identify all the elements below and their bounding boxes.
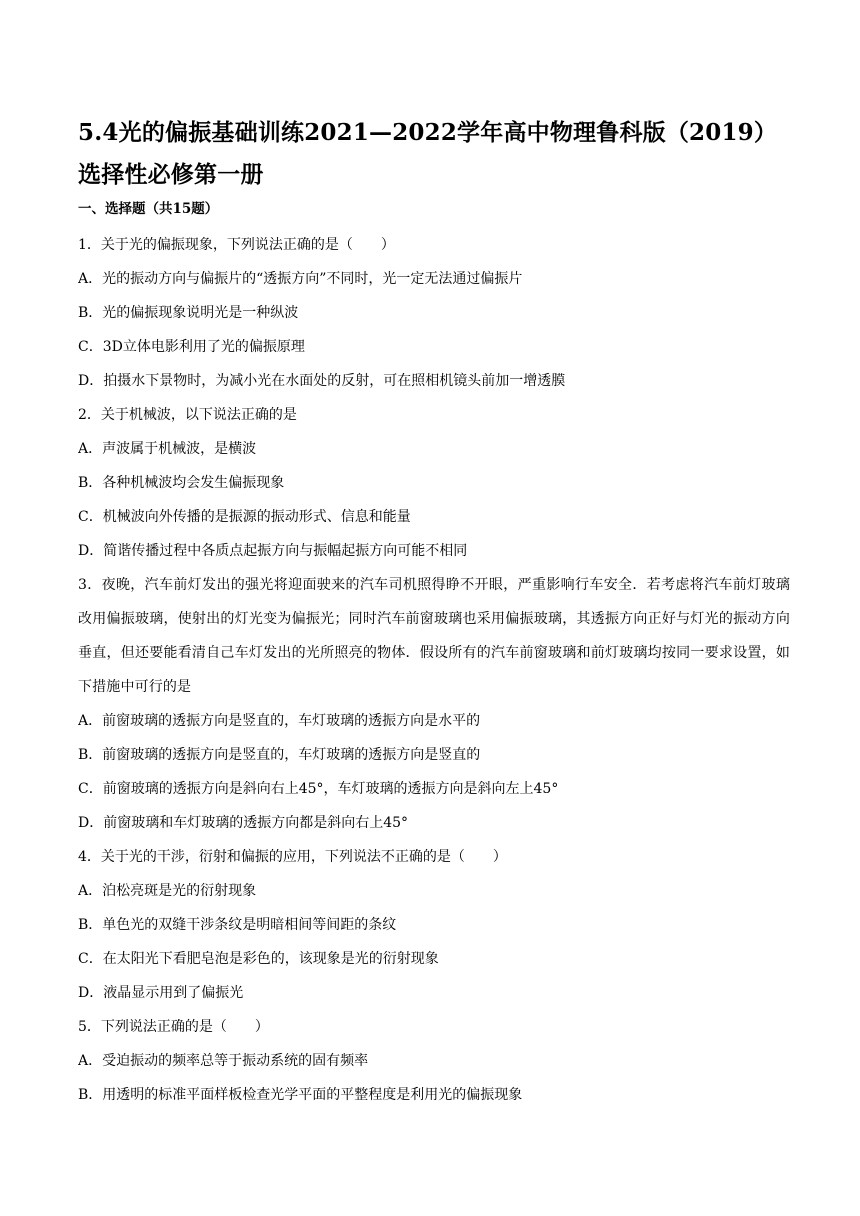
question-3-option-b: B．前窗玻璃的透振方向是竖直的，车灯玻璃的透振方向是竖直的 — [78, 747, 481, 763]
question-4-option-a: A．泊松亮斑是光的衍射现象 — [78, 883, 257, 899]
question-3-stem: 3．夜晚，汽车前灯发出的强光将迎面驶来的汽车司机照得睁不开眼，严重影响行车安全．若考虑将汽车前灯玻璃改用偏振玻璃，使射出的灯光变为偏振光；同时汽车前窗玻璃也采用偏振玻璃，其透振方向正好与灯光的振动方向垂直，但还要能看清自己车灯发出的光所照亮的物体．假设所有的汽车前窗玻璃和前灯玻璃均按同一要求设置，如下措施中可行的是 — [78, 577, 790, 695]
document-title: 5.4光的偏振基础训练2021—2022学年高中物理鲁科版（2019）选择性必修第一册 — [78, 119, 778, 188]
question-2-option-a: A．声波属于机械波，是横波 — [78, 441, 257, 457]
question-5-stem: 5．下列说法正确的是（ ） — [78, 1019, 269, 1035]
question-4-stem: 4．关于光的干涉，衍射和偏振的应用，下列说法不正确的是（ ） — [78, 849, 507, 865]
question-2-option-b: B．各种机械波均会发生偏振现象 — [78, 475, 285, 491]
question-3-option-a: A．前窗玻璃的透振方向是竖直的，车灯玻璃的透振方向是水平的 — [78, 713, 481, 729]
section-heading: 一、选择题（共15题） — [78, 201, 219, 217]
question-3-option-d: D．前窗玻璃和车灯玻璃的透振方向都是斜向右上45° — [78, 815, 409, 831]
question-4-option-d: D．液晶显示用到了偏振光 — [78, 985, 244, 1001]
question-list — [78, 228, 790, 1112]
question-2-option-d: D．简谐传播过程中各质点起振方向与振幅起振方向可能不相同 — [78, 543, 468, 559]
question-1-option-d: D．拍摄水下景物时，为减小光在水面处的反射，可在照相机镜头前加一增透膜 — [78, 373, 566, 389]
question-5-option-b: B．用透明的标准平面样板检查光学平面的平整程度是利用光的偏振现象 — [78, 1087, 523, 1103]
question-2-option-c: C．机械波向外传播的是振源的振动形式、信息和能量 — [78, 509, 411, 525]
question-2-stem: 2．关于机械波，以下说法正确的是 — [78, 407, 297, 423]
question-1-option-b: B．光的偏振现象说明光是一种纵波 — [78, 305, 299, 321]
question-1-stem: 1．关于光的偏振现象，下列说法正确的是（ ） — [78, 237, 395, 253]
question-4-option-c: C．在太阳光下看肥皂泡是彩色的，该现象是光的衍射现象 — [78, 951, 439, 967]
question-3-option-c: C．前窗玻璃的透振方向是斜向右上45°，车灯玻璃的透振方向是斜向左上45° — [78, 781, 559, 797]
question-1-option-a: A．光的振动方向与偏振片的“透振方向”不同时，光一定无法通过偏振片 — [78, 271, 523, 287]
question-4-option-b: B．单色光的双缝干涉条纹是明暗相间等间距的条纹 — [78, 917, 397, 933]
question-1-option-c: C．3D立体电影利用了光的偏振原理 — [78, 339, 305, 355]
question-5-option-a: A．受迫振动的频率总等于振动系统的固有频率 — [78, 1053, 369, 1069]
